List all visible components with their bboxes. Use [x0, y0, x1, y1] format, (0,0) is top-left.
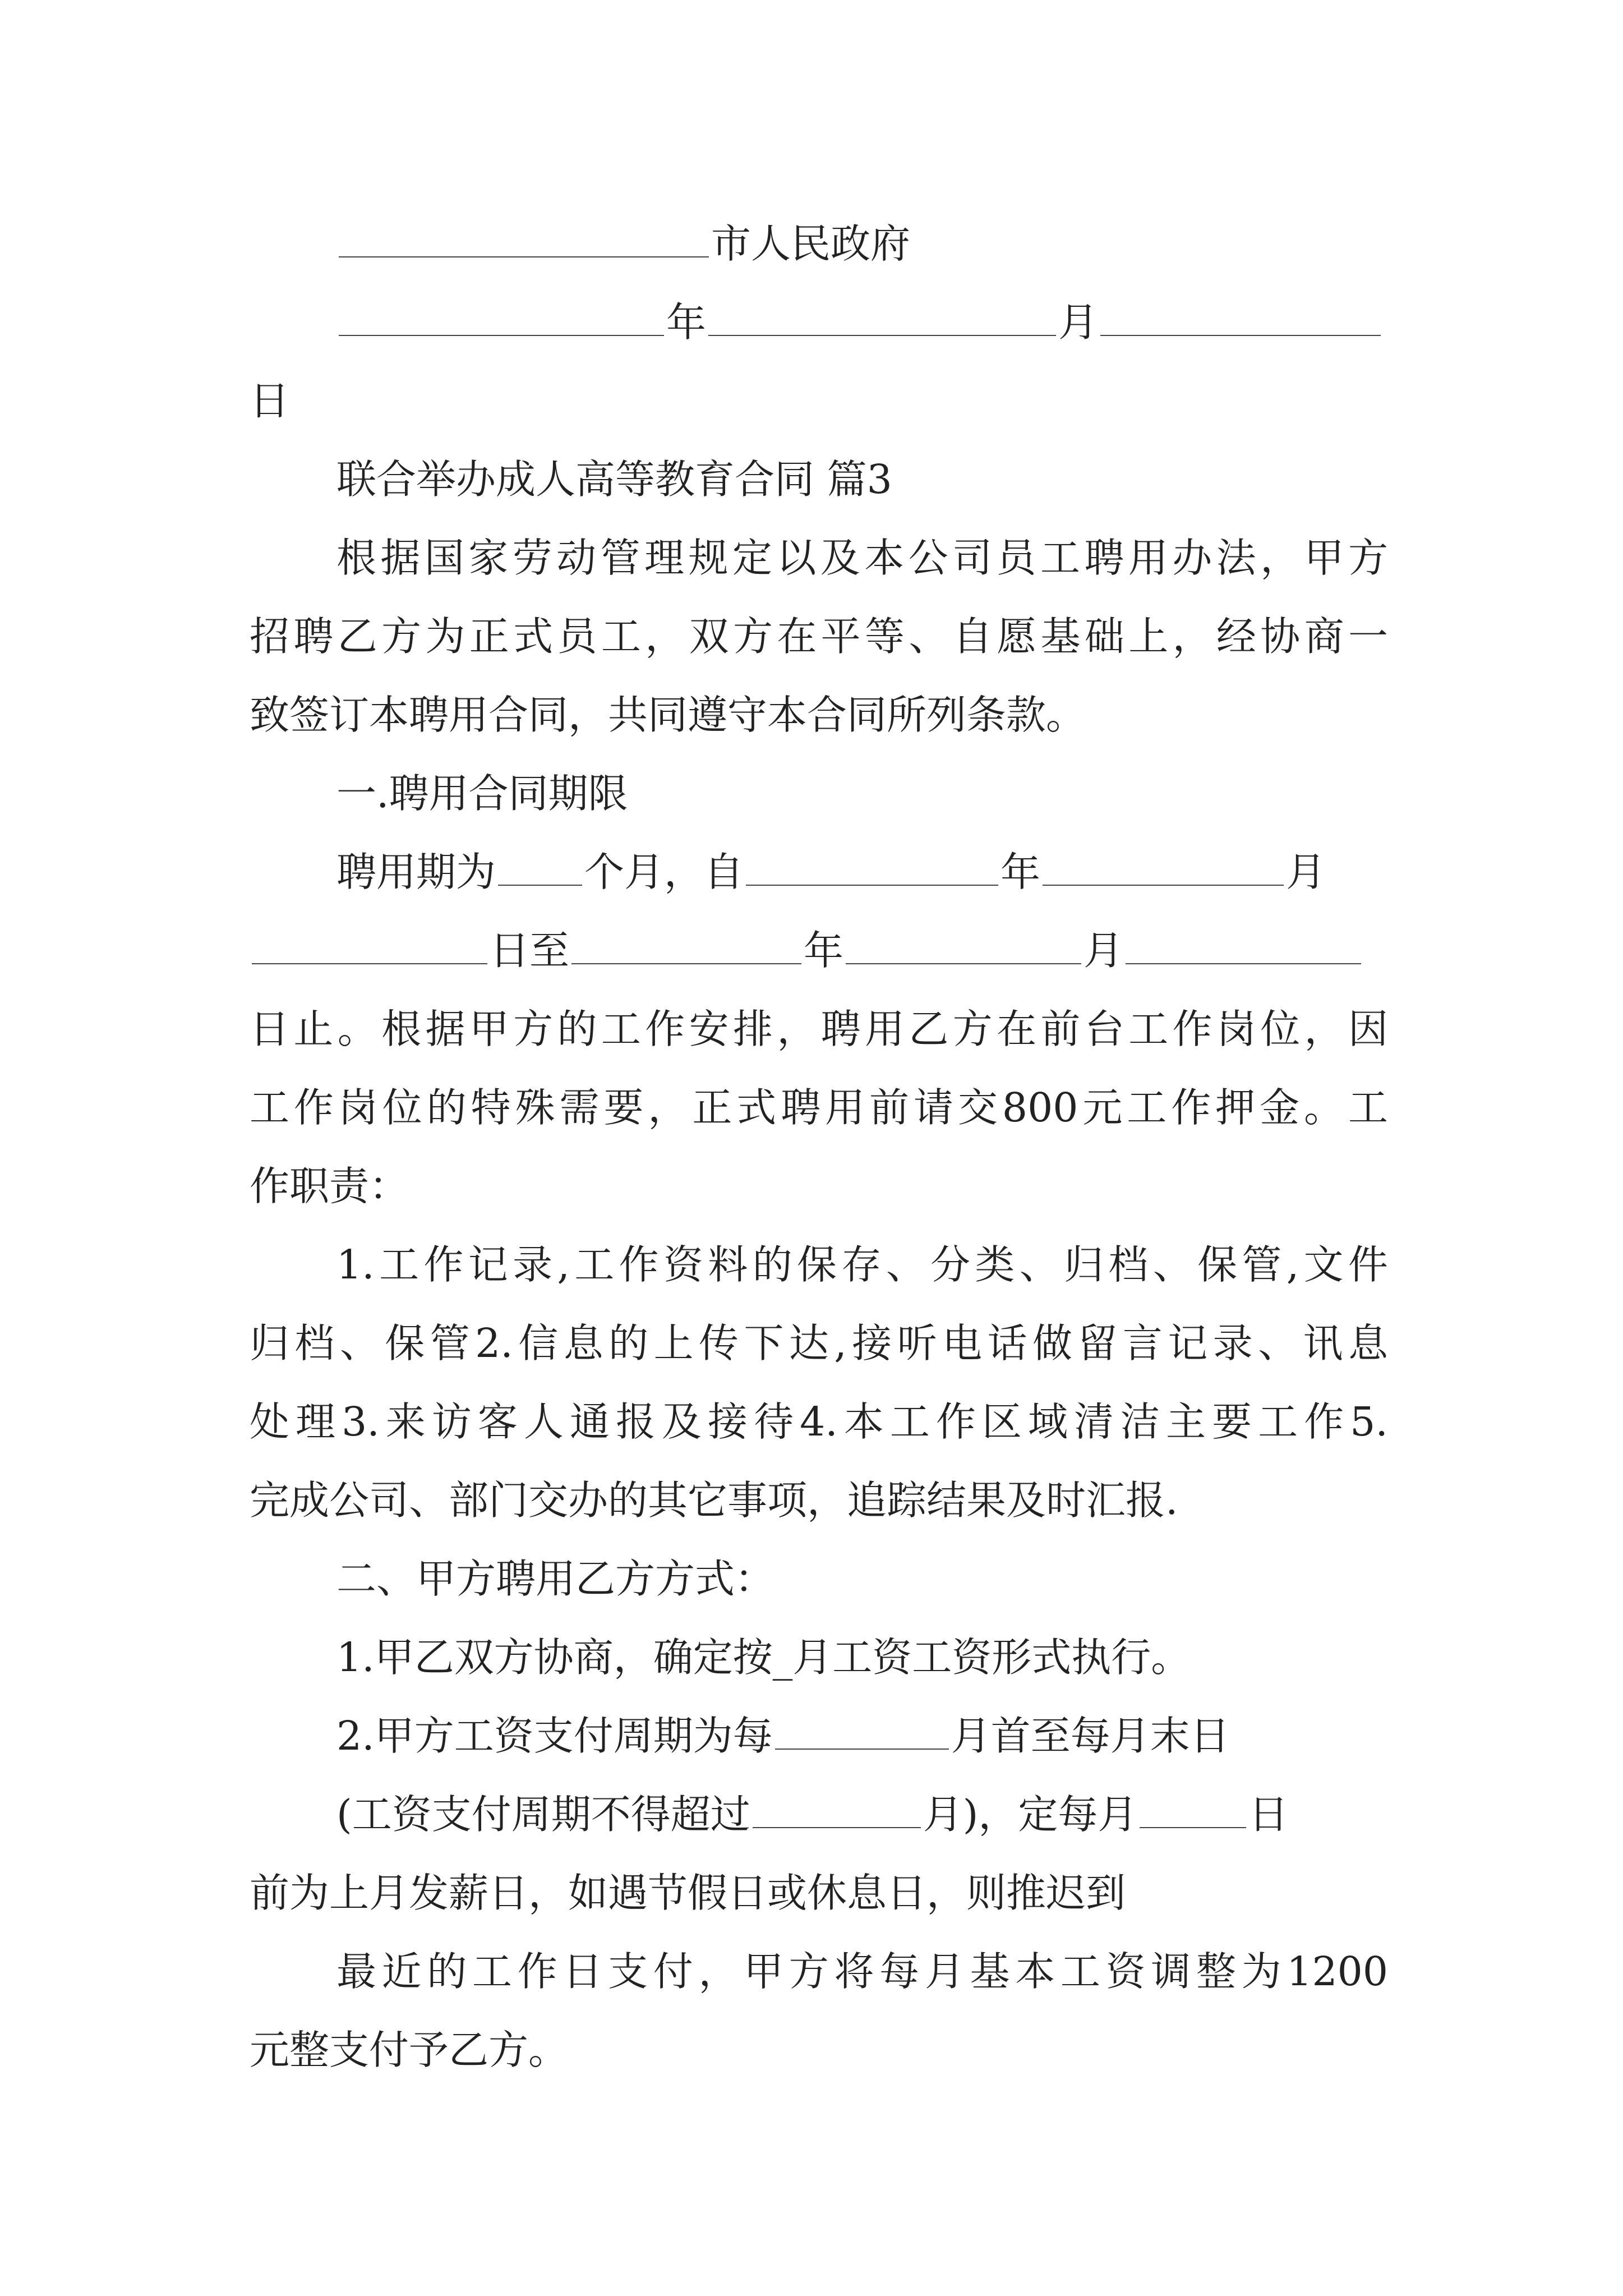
duties-line-1: 1.工作记录,工作资料的保存、分类、归档、保管,文件	[336, 1241, 1388, 1288]
term-month-label: 月	[1286, 849, 1326, 895]
blank-year	[339, 295, 664, 336]
item-3b: 元整支付予乙方。	[250, 2027, 569, 2073]
date-month-label: 月	[1058, 299, 1099, 346]
blank-max-cycle	[753, 1787, 921, 1828]
duties-line-3: 处理3.来访客人通报及接待4.本工作区域清洁主要工作5.	[250, 1398, 1388, 1445]
intro-line-3: 致签订本聘用合同，共同遵守本合同所列条款。	[250, 692, 1086, 738]
term-line-2	[250, 923, 1363, 979]
blank-start-day	[252, 923, 487, 964]
term-year-label: 年	[1000, 849, 1041, 895]
date-day-line	[250, 373, 1388, 429]
item-2-suffix: 月首至每月末日	[951, 1713, 1230, 1759]
item-2b	[336, 1787, 1288, 1843]
item-2b-prefix: (工资支付周期不得超过	[336, 1791, 750, 1838]
blank-pay-day	[1140, 1787, 1246, 1828]
section-title: 联合举办成人高等教育合同 篇3	[336, 456, 892, 503]
blank-end-month	[846, 923, 1081, 964]
term-year2-label: 年	[804, 927, 844, 974]
item-2b-middle: 月)，定每月	[923, 1791, 1138, 1838]
intro-line-1: 根据国家劳动管理规定以及本公司员工聘用办法，甲方	[336, 535, 1388, 581]
blank-end-year	[571, 923, 801, 964]
term-month2-label: 月	[1083, 927, 1124, 974]
intro-line-2: 招聘乙方为正式员工，双方在平等、自愿基础上，经协商一	[250, 613, 1388, 660]
blank-end-day	[1126, 923, 1361, 964]
duties-line-4: 完成公司、部门交办的其它事项，追踪结果及时汇报.	[250, 1477, 1178, 1524]
date-year-label: 年	[666, 299, 707, 346]
date-day-label: 日	[250, 378, 290, 424]
heading-term: 一.聘用合同期限	[336, 770, 628, 817]
item-1: 1.甲乙双方协商，确定按_月工资工资形式执行。	[336, 1634, 1191, 1681]
blank-city	[339, 216, 709, 257]
blank-start-year	[746, 844, 998, 886]
blank-start-month	[1043, 844, 1284, 886]
duties-line-2: 归档、保管2.信息的上传下达,接听电话做留言记录、讯息	[250, 1320, 1388, 1366]
term-day-to-label: 日至	[490, 927, 570, 974]
item-2-prefix: 2.甲方工资支付周期为每	[336, 1713, 773, 1759]
item-2b-suffix: 日	[1248, 1791, 1289, 1838]
blank-pay-cycle	[775, 1708, 949, 1750]
term-months-label: 个月，自	[584, 849, 744, 895]
item-2c: 前为上月发薪日，如遇节假日或休息日，则推迟到	[250, 1870, 1126, 1916]
government-line	[336, 216, 910, 272]
term-prefix: 聘用期为	[336, 849, 496, 895]
blank-day	[1100, 295, 1381, 336]
term-body-line-1: 日止。根据甲方的工作安排，聘用乙方在前台工作岗位，因	[250, 1006, 1388, 1052]
term-body-line-2: 工作岗位的特殊需要，正式聘用前请交800元工作押金。工	[250, 1084, 1388, 1131]
term-line	[336, 844, 1326, 900]
date-line	[336, 295, 1383, 351]
government-suffix: 市人民政府	[711, 220, 911, 267]
item-2	[336, 1708, 1230, 1764]
blank-term-months	[498, 844, 582, 886]
item-3: 最近的工作日支付，甲方将每月基本工资调整为1200	[336, 1948, 1388, 1995]
heading-employment-method: 二、甲方聘用乙方方式：	[336, 1556, 775, 1602]
blank-month	[708, 295, 1056, 336]
term-body-line-3: 作职责：	[250, 1163, 409, 1209]
